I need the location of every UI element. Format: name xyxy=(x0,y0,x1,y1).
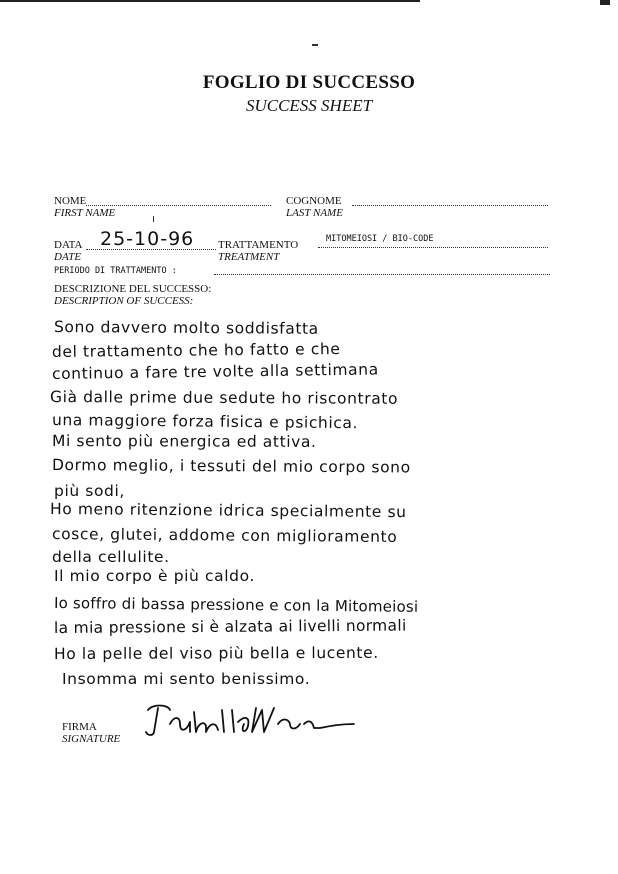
treatment-label: TREATMENT xyxy=(218,251,280,263)
document-title: FOGLIO DI SUCCESSO xyxy=(202,72,416,93)
handwritten-line: della cellulite. xyxy=(52,548,170,566)
handwritten-line: Ho la pelle del viso più bella e lucente. xyxy=(53,643,379,663)
nome-label: NOME xyxy=(54,195,87,207)
treatment-value: MITOMEIOSI / BIO-CODE xyxy=(326,234,434,244)
nome-field[interactable] xyxy=(86,205,271,206)
handwritten-line: Sono davvero molto soddisfatta xyxy=(53,318,319,338)
date-value: 25-10-96 xyxy=(100,228,195,250)
cognome-field[interactable] xyxy=(352,205,548,206)
handwritten-line: continuo a fare tre volte alla settimana xyxy=(51,360,379,383)
handwritten-signature xyxy=(140,702,370,747)
handwritten-line: Mi sento più energica ed attiva. xyxy=(51,432,317,451)
ink-mark xyxy=(153,216,154,222)
periodo-field[interactable] xyxy=(214,274,550,275)
signature-label: SIGNATURE xyxy=(62,733,121,745)
handwritten-line: la mia pressione si è alzata ai livelli normali xyxy=(53,616,407,637)
treatment-field[interactable] xyxy=(318,247,548,248)
top-corner-mark xyxy=(600,0,610,5)
handwritten-line: cosce, glutei, addome con miglioramento xyxy=(51,525,398,547)
description-label: DESCRIPTION OF SUCCESS: xyxy=(54,295,194,307)
descrizione-label: DESCRIZIONE DEL SUCCESSO: xyxy=(54,283,212,295)
handwritten-line: del trattamento che ho fatto e che xyxy=(51,339,341,361)
handwritten-line: più sodi, xyxy=(54,482,125,500)
periodo-label: PERIODO DI TRATTAMENTO : xyxy=(54,266,177,276)
last-name-label: LAST NAME xyxy=(286,207,343,219)
scan-mark xyxy=(312,44,318,46)
handwritten-line: Dormo meglio, i tessuti del mio corpo sono xyxy=(51,456,411,477)
top-border-line xyxy=(0,0,420,2)
trattamento-label: TRATTAMENTO xyxy=(218,239,299,251)
handwritten-line: Insomma mi sento benissimo. xyxy=(62,670,311,688)
handwritten-line: Ho meno ritenzione idrica specialmente su xyxy=(49,500,407,522)
first-name-label: FIRST NAME xyxy=(54,207,116,219)
firma-label: FIRMA xyxy=(62,721,97,733)
handwritten-line: una maggiore forza fisica e psichica. xyxy=(51,411,359,433)
handwritten-line: Già dalle prime due sedute ho riscontrato xyxy=(49,388,399,408)
date-label: DATE xyxy=(54,251,82,263)
handwritten-line: Il mio corpo è più caldo. xyxy=(54,567,255,585)
document-subtitle: SUCCESS SHEET xyxy=(245,96,373,115)
data-label: DATA xyxy=(54,239,83,251)
cognome-label: COGNOME xyxy=(286,195,342,207)
handwritten-line: Io soffro di bassa pressione e con la Mitomeiosi xyxy=(53,594,419,616)
